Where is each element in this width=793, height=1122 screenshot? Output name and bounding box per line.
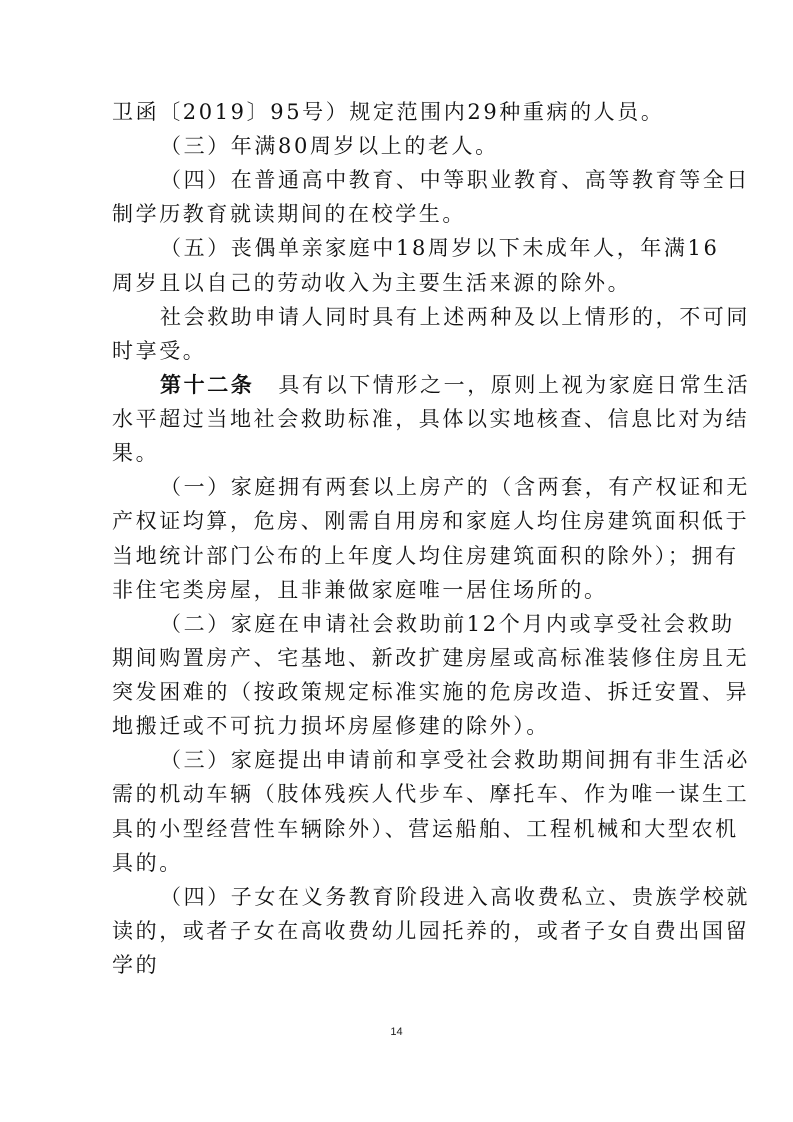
- text-line-24: （四）子女在义务教育阶段进入高收费私立、贵族学校就: [160, 885, 750, 909]
- text-line-22: 具的小型经营性车辆除外）、营运船舶、工程机械和大型农机: [112, 817, 739, 841]
- text-line-3: （四）在普通高中教育、中等职业教育、高等教育等全日: [160, 168, 750, 192]
- article-label: 第十二条: [160, 372, 255, 397]
- text-line-18: 突发困难的（按政策规定标准实施的危房改造、拆迁安置、异: [112, 680, 750, 704]
- text-line-26: 学的: [112, 953, 160, 977]
- text-line-7: 社会救助申请人同时具有上述两种及以上情形的，不可同: [160, 305, 750, 329]
- page-number: 14: [390, 1026, 403, 1038]
- text-line-19: 地搬迁或不可抗力损坏房屋修建的除外）。: [112, 714, 550, 738]
- text-line-11: 果。: [112, 441, 160, 465]
- text-line-15: 非住宅类房屋，且非兼做家庭唯一居住场所的。: [112, 578, 608, 602]
- text-line-21: 需的机动车辆（肢体残疾人代步车、摩托车、作为唯一谋生工: [112, 782, 750, 806]
- text-line-14: 当地统计部门公布的上年度人均住房建筑面积的除外）；拥有: [112, 544, 739, 568]
- text-line-4: 制学历教育就读期间的在校学生。: [112, 202, 466, 226]
- text-line-20: （三）家庭提出申请前和享受社会救助期间拥有非生活必: [160, 748, 750, 772]
- text-line-12: （一）家庭拥有两套以上房产的（含两套，有产权证和无: [160, 475, 750, 499]
- text-line-5: （五）丧偶单亲家庭中18周岁以下未成年人，年满16: [160, 236, 720, 260]
- text-line-6: 周岁且以自己的劳动收入为主要生活来源的除外。: [112, 271, 632, 295]
- text-line-25: 读的，或者子女在高收费幼儿园托养的，或者子女自费出国留: [112, 919, 750, 943]
- text-line-13: 产权证均算，危房、刚需自用房和家庭人均住房建筑面积低于: [112, 509, 750, 533]
- text-line-2: （三）年满80周岁以上的老人。: [160, 134, 499, 158]
- text-line-1: 卫函〔2019〕95号）规定范围内29种重病的人员。: [112, 100, 665, 124]
- text-line-10: 水平超过当地社会救助标准，具体以实地核查、信息比对为结: [112, 407, 750, 431]
- article-line: [160, 366, 750, 404]
- text-line-8: 时享受。: [112, 339, 207, 363]
- text-line-23: 具的。: [112, 851, 183, 875]
- text-line-17: 期间购置房产、宅基地、新改扩建房屋或高标准装修住房且无: [112, 646, 750, 670]
- article-text: 具有以下情形之一，原则上视为家庭日常生活: [278, 373, 751, 397]
- text-line-16: （二）家庭在申请社会救助前12个月内或享受社会救助: [160, 612, 735, 636]
